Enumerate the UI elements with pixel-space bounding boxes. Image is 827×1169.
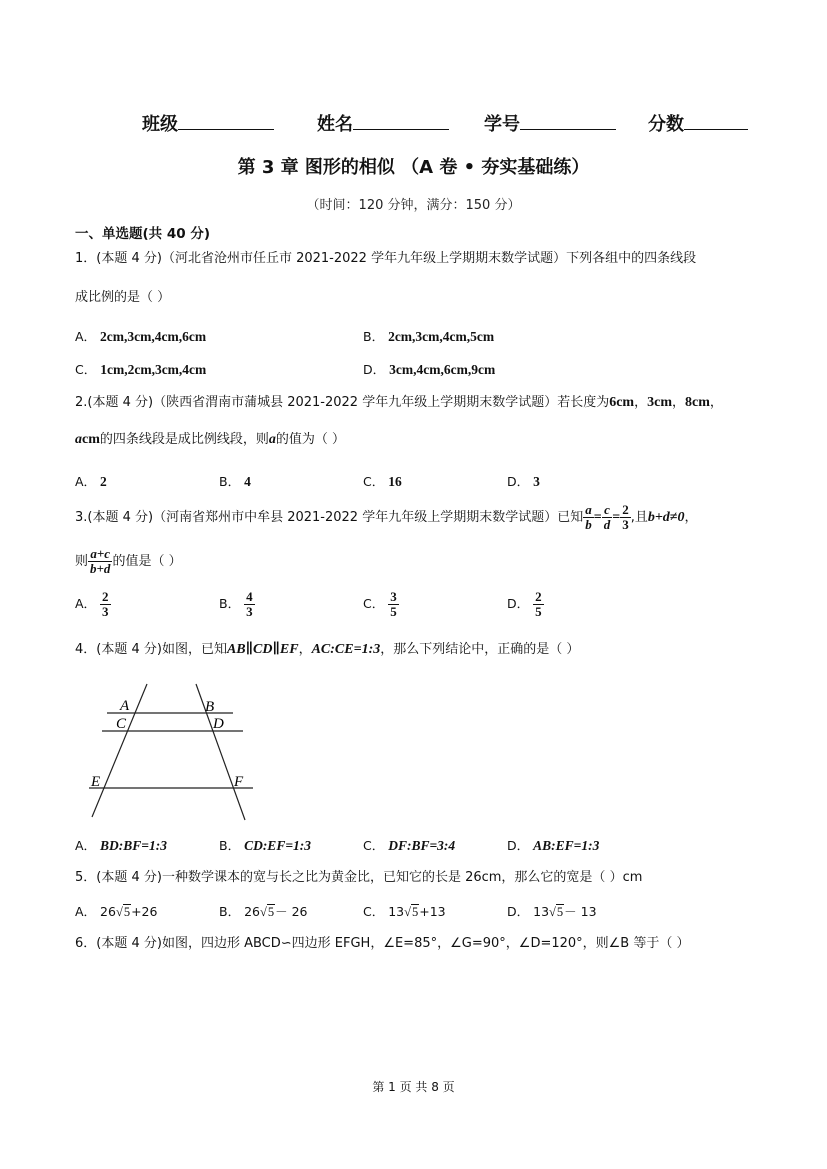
q4-option-b[interactable]: B． CD:EF=1:3 bbox=[219, 838, 312, 853]
score-blank[interactable] bbox=[684, 111, 748, 130]
q5-option-c[interactable]: C． 13√5+13 bbox=[363, 904, 446, 919]
q2-option-b[interactable]: B． 4 bbox=[219, 474, 251, 489]
point-label-e: E bbox=[91, 774, 101, 790]
class-label: 班级 bbox=[142, 114, 178, 135]
point-label-b: B bbox=[205, 699, 215, 715]
student-id-blank[interactable] bbox=[520, 111, 616, 130]
q2-option-c[interactable]: C． 16 bbox=[363, 474, 402, 489]
section-heading: 一、单选题(共 40 分) bbox=[75, 226, 211, 242]
page-footer: 第 1 页 共 8 页 bbox=[372, 1080, 455, 1094]
name-label: 姓名 bbox=[317, 114, 353, 135]
point-label-a: A bbox=[120, 698, 130, 714]
q3-option-b[interactable]: B． $\frac{4}{3}$ bbox=[219, 589, 253, 619]
q2-option-d[interactable]: D． 3 bbox=[507, 474, 540, 489]
q1-option-b[interactable]: B． 2cm,3cm,4cm,5cm bbox=[363, 329, 495, 344]
q3-option-d[interactable]: D． $\frac{2}{5}$ bbox=[507, 589, 542, 619]
q4-option-c[interactable]: C． DF:BF=3:4 bbox=[363, 838, 456, 853]
q4-option-d[interactable]: D． AB:EF=1:3 bbox=[507, 838, 600, 853]
q5-line: 5．(本题 4 分)一种数学课本的宽与长之比为黄金比，已知它的长是 26cm，那么它的宽是（ ）cm bbox=[75, 870, 643, 885]
q1-option-d[interactable]: D． 3cm,4cm,6cm,9cm bbox=[363, 362, 496, 377]
student-id-label: 学号 bbox=[484, 114, 520, 135]
point-label-c: C bbox=[116, 716, 127, 732]
page-title: 第 3 章 图形的相似 （A 卷 • 夯实基础练） bbox=[237, 157, 590, 178]
class-field bbox=[142, 110, 274, 136]
q4-option-a[interactable]: A． BD:BF=1:3 bbox=[75, 838, 167, 853]
score-field bbox=[648, 110, 748, 136]
q6-line: 6．(本题 4 分)如图，四边形 ABCD∽四边形 EFGH，∠E=85°，∠G=90°，∠D=120°，则∠B 等于（ ） bbox=[75, 936, 690, 951]
transversal-right bbox=[196, 684, 245, 820]
q3-line1: 3.(本题 4 分)（河南省郑州市中牟县 2021-2022 学年九年级上学期期末数学试题）已知 $\frac{a}{b}$ = $\frac{c}{d}$ = $\frac{2}{3}$ ,且b+d≠0， bbox=[75, 502, 698, 532]
q1-line1: 1．(本题 4 分)（河北省沧州市任丘市 2021-2022 学年九年级上学期期末数学试题）下列各组中的四条线段 bbox=[75, 251, 697, 266]
q3-option-c[interactable]: C． $\frac{3}{5}$ bbox=[363, 589, 397, 619]
q4-line: 4．(本题 4 分)如图，已知AB∥CD∥EF，AC:CE=1:3，那么下列结论中，正确的是（ ） bbox=[75, 642, 580, 657]
q5-option-d[interactable]: D． 13√5－ 13 bbox=[507, 904, 597, 919]
q1-option-a[interactable]: A． 2cm,3cm,4cm,6cm bbox=[75, 329, 207, 344]
q1-option-c[interactable]: C． 1cm,2cm,3cm,4cm bbox=[75, 362, 207, 377]
name-field bbox=[317, 110, 449, 136]
q5-option-a[interactable]: A． 26√5+26 bbox=[75, 904, 158, 919]
q4-figure bbox=[85, 680, 260, 825]
q3-line2: 则 $\frac{a+c}{b+d}$ 的值是（ ） bbox=[75, 546, 182, 576]
point-label-d: D bbox=[213, 716, 224, 732]
score-label: 分数 bbox=[648, 114, 684, 135]
time-info: （时间：120 分钟，满分：150 分） bbox=[306, 198, 521, 213]
name-blank[interactable] bbox=[353, 111, 449, 130]
q3-option-a[interactable]: A． $\frac{2}{3}$ bbox=[75, 589, 109, 619]
q2-line1: 2.(本题 4 分)（陕西省渭南市蒲城县 2021-2022 学年九年级上学期期末数学试题）若长度为6cm，3cm，8cm， bbox=[75, 395, 723, 410]
student-id-field bbox=[484, 110, 616, 136]
point-label-f: F bbox=[234, 774, 244, 790]
q1-line2: 成比例的是（ ） bbox=[75, 290, 171, 305]
class-blank[interactable] bbox=[178, 111, 274, 130]
q5-option-b[interactable]: B． 26√5－ 26 bbox=[219, 904, 308, 919]
q2-line2: acm的四条线段是成比例线段，则a的值为（ ） bbox=[75, 432, 346, 447]
q2-option-a[interactable]: A． 2 bbox=[75, 474, 107, 489]
